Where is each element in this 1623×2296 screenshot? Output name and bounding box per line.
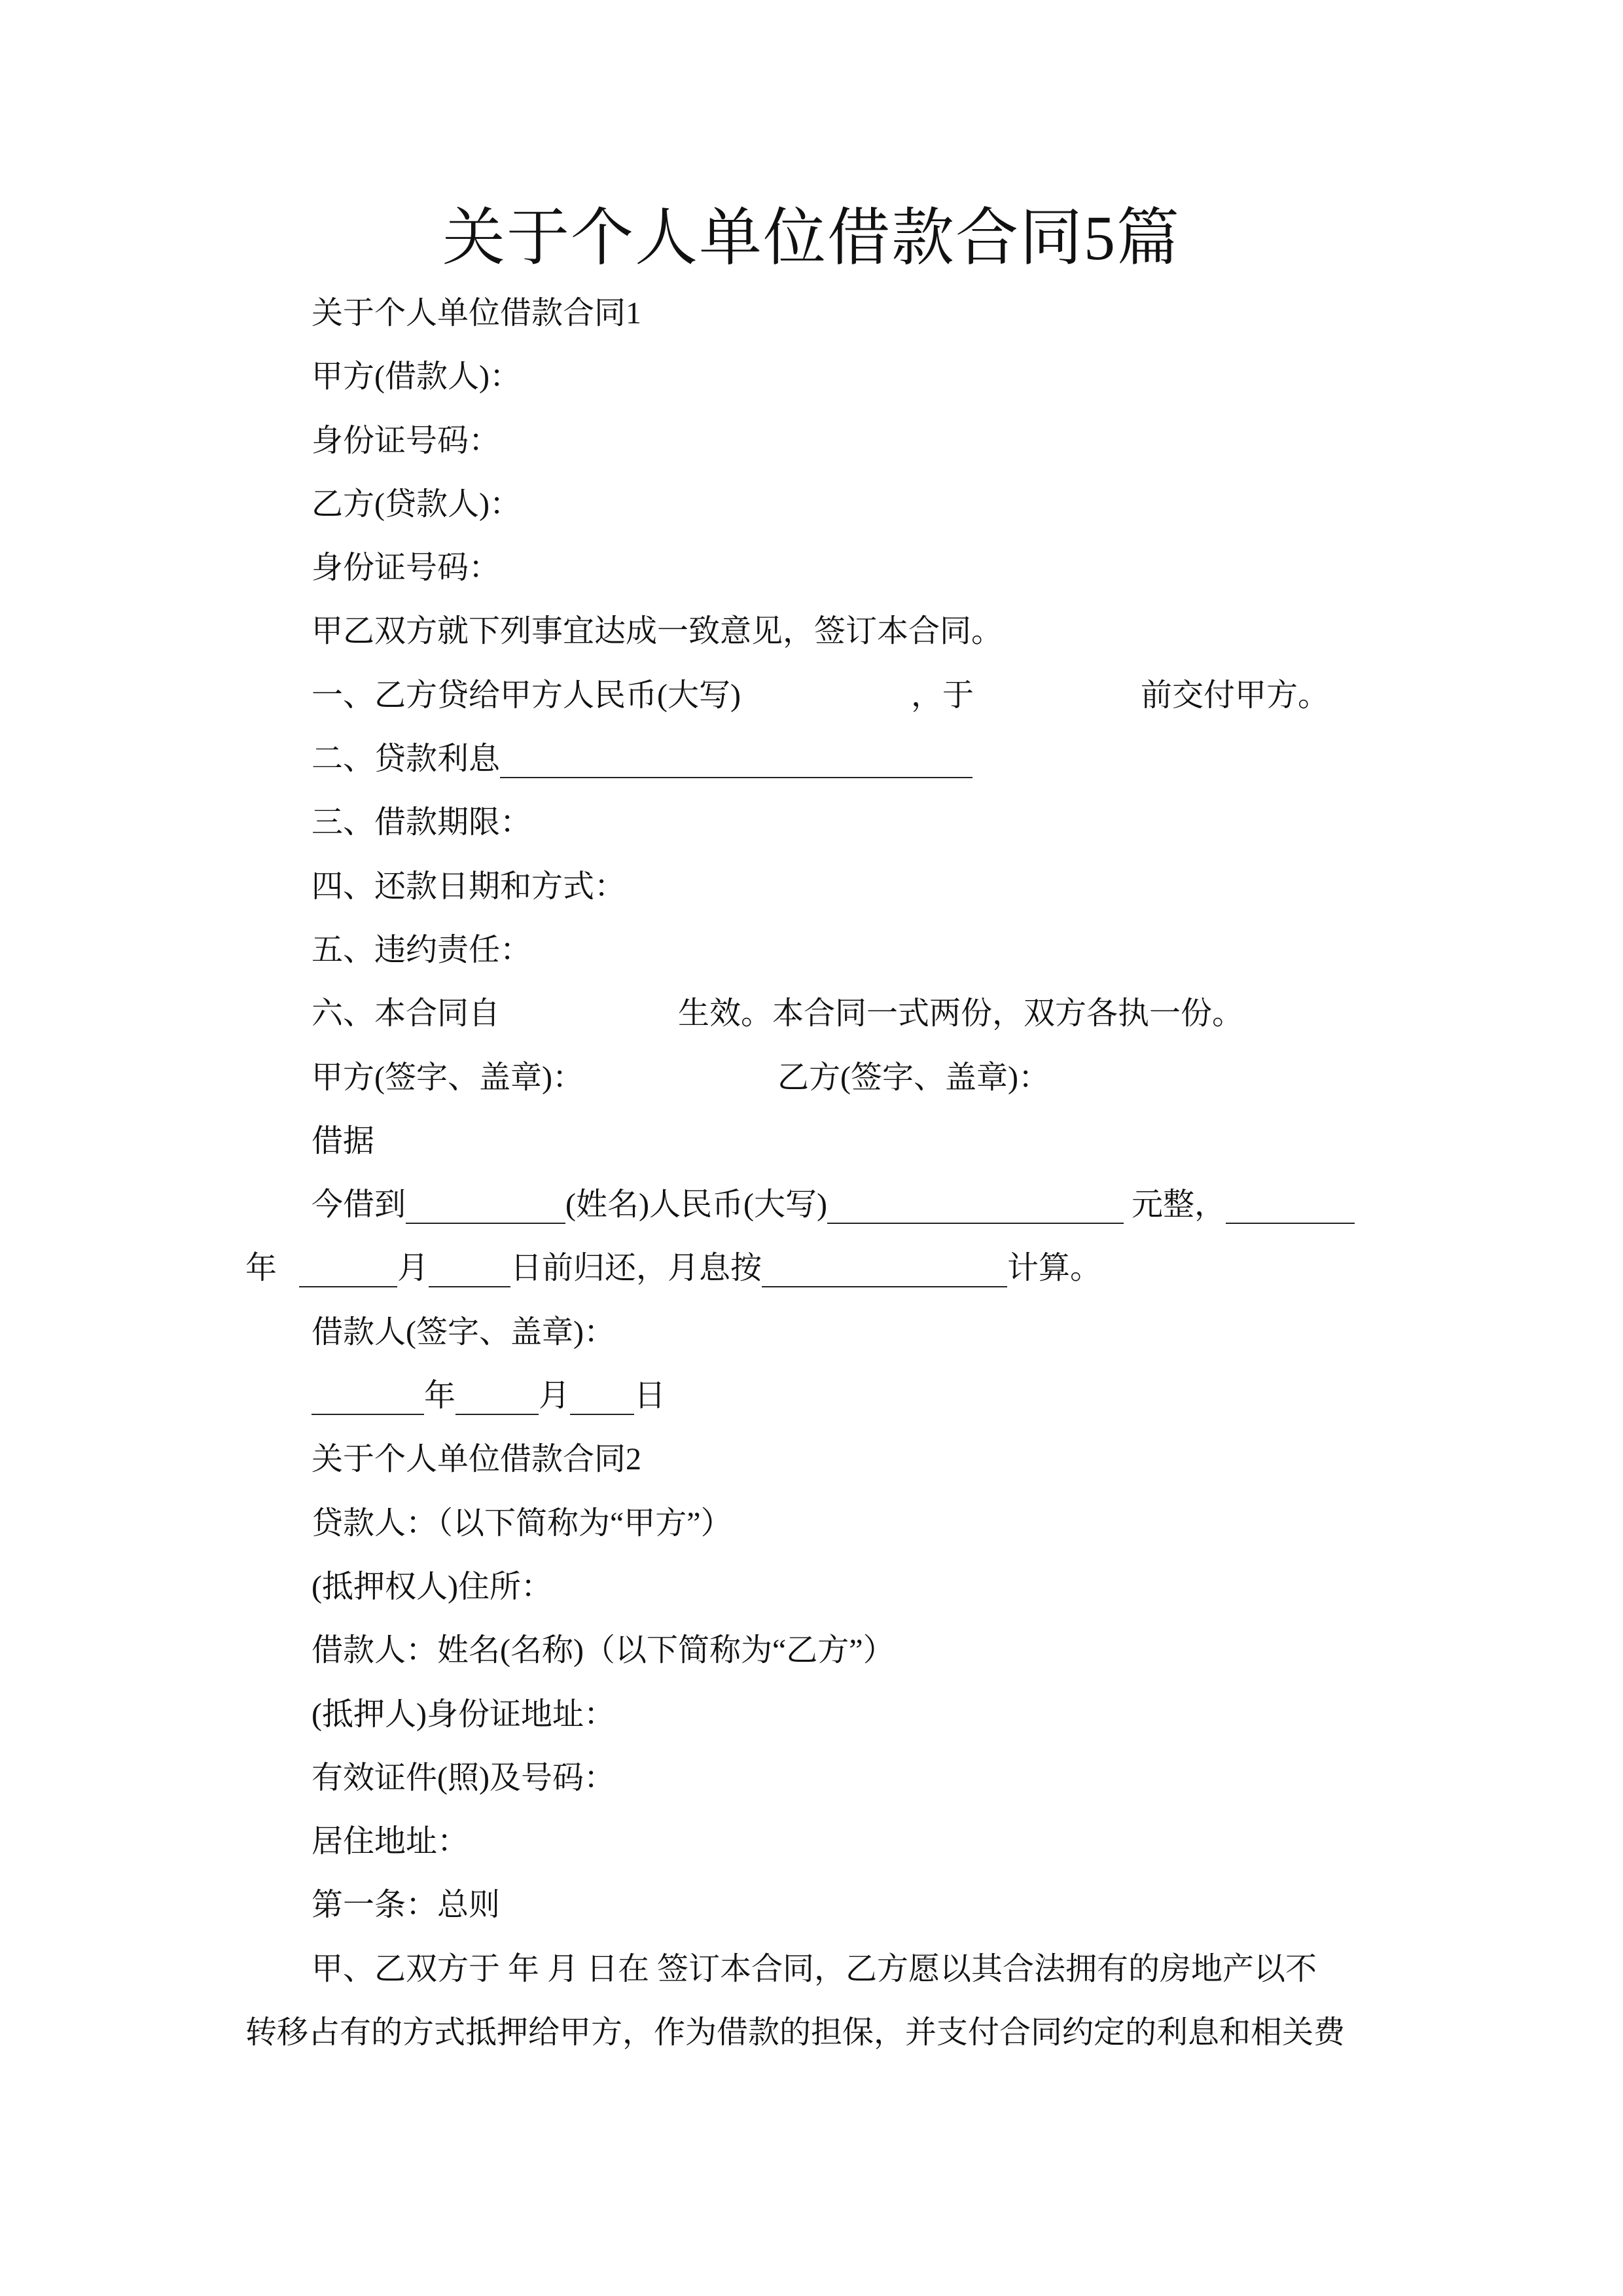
sign-b-label: 乙方(签字、盖章)： bbox=[777, 1060, 1050, 1095]
iou-line-2 bbox=[245, 1236, 1378, 1300]
item-1 bbox=[245, 664, 1378, 727]
item-1-text: 一、乙方贷给甲方人民币(大写) bbox=[312, 677, 741, 713]
item-5: 五、违约责任： bbox=[312, 932, 532, 967]
item-2 bbox=[245, 727, 1378, 791]
year-blank[interactable] bbox=[1226, 1185, 1355, 1224]
signature-line bbox=[245, 1046, 1378, 1109]
day-blank[interactable] bbox=[429, 1248, 510, 1287]
certificate-label: 有效证件(照)及号码： bbox=[312, 1760, 615, 1795]
lender-label: 贷款人：（以下简称为“甲方”） bbox=[312, 1505, 732, 1541]
month-blank[interactable] bbox=[299, 1248, 397, 1287]
iou-text: (姓名)人民币(大写) bbox=[565, 1187, 827, 1223]
date-day-blank[interactable] bbox=[570, 1376, 634, 1415]
id-b-label: 身份证号码： bbox=[312, 550, 501, 586]
lender-name-blank[interactable] bbox=[406, 1185, 565, 1224]
party-b-label: 乙方(贷款人)： bbox=[312, 486, 521, 522]
date-text: 年 bbox=[424, 1378, 456, 1414]
item-1-at: ，于 bbox=[910, 677, 974, 713]
iou-title: 借据 bbox=[312, 1123, 375, 1158]
article-1-heading: 第一条：总则 bbox=[312, 1888, 501, 1923]
intro-text: 甲乙双方就下列事宜达成一致意见，签订本合同。 bbox=[312, 614, 1003, 649]
lender-address-label: (抵押权人)住所： bbox=[312, 1569, 552, 1604]
interest-blank[interactable] bbox=[500, 739, 972, 778]
date-year-blank[interactable] bbox=[312, 1376, 424, 1415]
article-1-paragraph-line: 甲、乙双方于 年 月 日在 签订本合同，乙方愿以其合法拥有的房地产以不 bbox=[312, 1951, 1317, 1986]
party-a-label: 甲方(借款人)： bbox=[312, 359, 521, 395]
contract1-heading: 关于个人单位借款合同1 bbox=[312, 296, 642, 331]
article-1-paragraph-line: 转移占有的方式抵押给甲方，作为借款的担保，并支付合同约定的利息和相关费 bbox=[245, 2015, 1346, 2051]
iou-text: 计算。 bbox=[1007, 1251, 1102, 1286]
date-line bbox=[245, 1364, 1378, 1427]
id-a-label: 身份证号码： bbox=[312, 423, 501, 458]
borrower-signature: 借款人(签字、盖章)： bbox=[312, 1314, 615, 1350]
borrower-label: 借款人：姓名(名称)（以下简称为“乙方”） bbox=[312, 1633, 895, 1668]
iou-text: 月 bbox=[397, 1251, 429, 1286]
borrower-address-label: (抵押人)身份证地址： bbox=[312, 1696, 615, 1732]
document-body bbox=[245, 281, 1378, 2064]
document-title: 关于个人单位借款合同5篇 bbox=[442, 203, 1181, 273]
iou-text: 元整， bbox=[1123, 1187, 1226, 1223]
item-6-text: 六、本合同自 bbox=[312, 996, 501, 1031]
item-6-rest: 生效。本合同一式两份，双方各执一份。 bbox=[678, 996, 1244, 1031]
iou-text: 日前归还，月息按 bbox=[510, 1251, 762, 1286]
item-2-text: 二、贷款利息 bbox=[312, 742, 501, 777]
iou-text: 年 bbox=[245, 1251, 285, 1286]
amount-capital-blank[interactable] bbox=[827, 1185, 1124, 1224]
item-1-end: 前交付甲方。 bbox=[1141, 677, 1330, 713]
contract2-heading: 关于个人单位借款合同2 bbox=[312, 1442, 642, 1477]
item-6 bbox=[245, 982, 1378, 1045]
date-text: 日 bbox=[634, 1378, 666, 1414]
date-month-blank[interactable] bbox=[455, 1376, 539, 1415]
item-3: 三、借款期限： bbox=[312, 805, 532, 840]
interest-rate-blank[interactable] bbox=[762, 1248, 1007, 1287]
sign-a-label: 甲方(签字、盖章)： bbox=[312, 1060, 584, 1095]
iou-text: 今借到 bbox=[312, 1187, 406, 1223]
iou-line-1 bbox=[245, 1173, 1378, 1236]
item-4: 四、还款日期和方式： bbox=[312, 869, 626, 904]
date-text: 月 bbox=[539, 1378, 571, 1414]
residence-label: 居住地址： bbox=[312, 1824, 469, 1859]
